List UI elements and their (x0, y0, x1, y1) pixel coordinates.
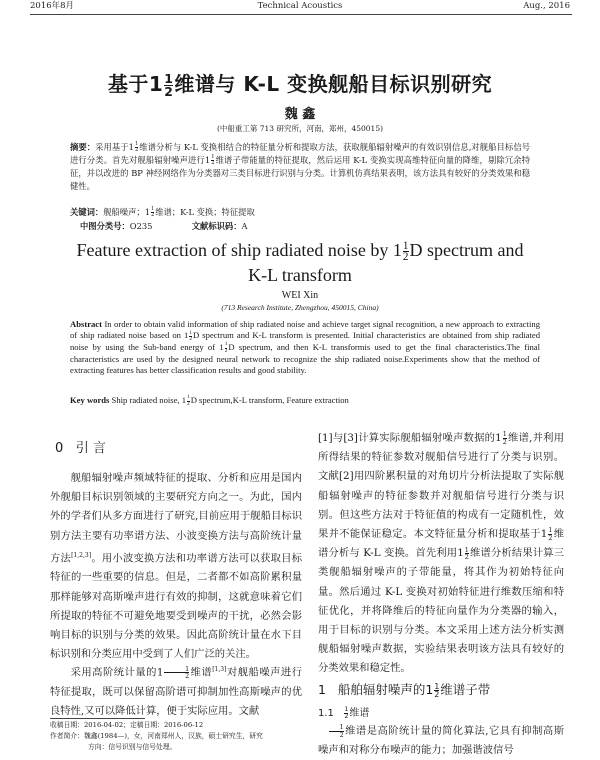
subsection-heading-1-1: 1.1 $\frac{1}{2}$ 维谱 (318, 705, 370, 720)
keywords-en: Key words Ship radiated noise, 1 $\frac{1}{2}$ D spectrum,K-L transform, Feature extraction (70, 394, 349, 407)
fraction: $\frac{1}{2}$ (164, 71, 174, 99)
abstract-cn: 摘要：采用基于1 $\frac{1}{2}$ 维谱分析与 K-L 变换相结合的特征量分析和提取方法，获取舰船辐射噪声的有效识别信息,对舰船目标信号进行分类。首先对舰船辐射噪声进行1 $\frac{1}{2}$ 维谱子带能量的特征提取，然后运用 K-L 变换实现高维特征向量的降维，剔除冗余特征，并以改进的 BP 神经网络作为分类器对三类目标进行识别与分类。计算机仿真结果表明，该方法具有较好的分类效果和稳健性。 (70, 141, 531, 191)
abstract-en: Abstract In order to obtain valid information of ship radiated noise and achieve target signal recognition, a new approach to extracting of ship radiated noise based on 1 $\frac{1}{2}$ D spectrum and K-L transform is presented. Initial characteristics are obtained from ship radiated noise by using the Sub-band energy of 1 $\frac{1}{2}$ D spectrum, and then K-L transformis used to get the final characteristics.The final characteristics are used by the designed neural network to recognize the ship radiated noise.Experiments show that the method of extracting features has better classification results and good stability. (70, 319, 540, 375)
paper-title-cn: 基于1 $\frac{1}{2}$ 维谱与 K-L 变换舰船目标识别研究 (107, 71, 493, 99)
author-cn: 魏 鑫 (284, 107, 316, 122)
intro-paragraph-1: 舰船辐射噪声频域特征的提取、分析和应用是国内外舰船目标识别领域的主要研究方向之一。为此，国内外的学者们从多方面进行了研究,目前应用于舰船目标识别方法主要有功率谱方法、小波变换方法与高阶统计量方法[1,2,3]。用小波变换方法和功率谱方法可以获取目标特征的一些重要的信息。但是，二者都不如高阶累积量那样能够对高斯噪声进行有效的抑制，这就意味着它们所提取的特征不可避免地要受到噪声的干扰，必然会影响目标的识别与分类的效果。因此高阶统计量在水下目标识别和分类应用中受到了人们广泛的关注。 (50, 472, 303, 661)
author-en: WEI Xin (281, 290, 319, 301)
journal-date: 2016年8月 (30, 1, 75, 11)
section-heading-intro: 0 引 言 (55, 441, 106, 456)
journal-name: Technical Acoustics (257, 1, 343, 11)
section-heading-1: 1 船舶辐射噪声的1 $\frac{1}{2}$ 维谱子带 (318, 681, 491, 699)
classification-cn: 中图分类号：O235 文献标识码：A (80, 221, 248, 231)
footnote: 收稿日期：2016-04-02；定稿日期：2016-06-12 作者简介：魏鑫(1984—)，女，河南郑州人，汉族，硕士研究生，研究 方向：信号识别与信号处理。 (50, 721, 263, 751)
header-rule (30, 14, 572, 15)
footnote-rule (50, 718, 145, 719)
paper-title-en: Feature extraction of ship radiated noise by 1 $\frac{1}{2}$ D spectrum and K-L transform (76, 239, 524, 285)
intro-paragraph-3: [1]与[3]计算实际舰船辐射噪声数据的1 $\frac{1}{2}$ 维谱,并利用所得结果的特征参数对舰船信号进行了分类与识别。文献[2]用四阶累积量的对角切片分析法提取了实际舰船辐射噪声的特征参数并对舰船信号进行分类与识别。但这些方法对于特征值的构成有一定随机性，效果并不能保证稳定。本文特征量分析和提取基于1 $\frac{1}{2}$ 维谱分析与 K-L 变换。首先利用1 $\frac{1}{2}$ 维谱分析结果计算三类舰船辐射噪声的子带能量，将其作为初始特征向量。然后通过 K-L 变换对初始特征进行维数压缩和特征优化，并将降维后的特征向量作为分类器的输入，用于目标的识别与分类。本文采用上述方法分析实测舰船辐射噪声数据，实验结果表明该方法具有较好的分类效果和稳定性。 (318, 430, 565, 675)
journal-date-en: Aug., 2016 (523, 1, 570, 11)
keywords-cn: 关键词：舰船噪声；1 $\frac{1}{2}$ 维谱；K-L 变换；特征提取 (70, 206, 255, 218)
paragraph-1-1: $\frac{1}{2}$ 维谱是高阶统计量的简化算法,它具有抑制高斯噪声和对称分布噪声的能力；加强谐波信号 (318, 723, 564, 757)
affiliation-en: (713 Research Institute, Zhengzhou, 450015, China) (221, 303, 379, 312)
affiliation-cn: (中船重工第 713 研究所，河南，郑州，450015) (216, 124, 384, 133)
intro-paragraph-2: 采用高阶统计量的1 $\frac{1}{2}$ 维谱[1,3]对舰船噪声进行特征提取，既可以保留高阶谱可抑制加性高斯噪声的优良特性,又可以降低计算，便于实际应用。文献 (50, 664, 302, 717)
